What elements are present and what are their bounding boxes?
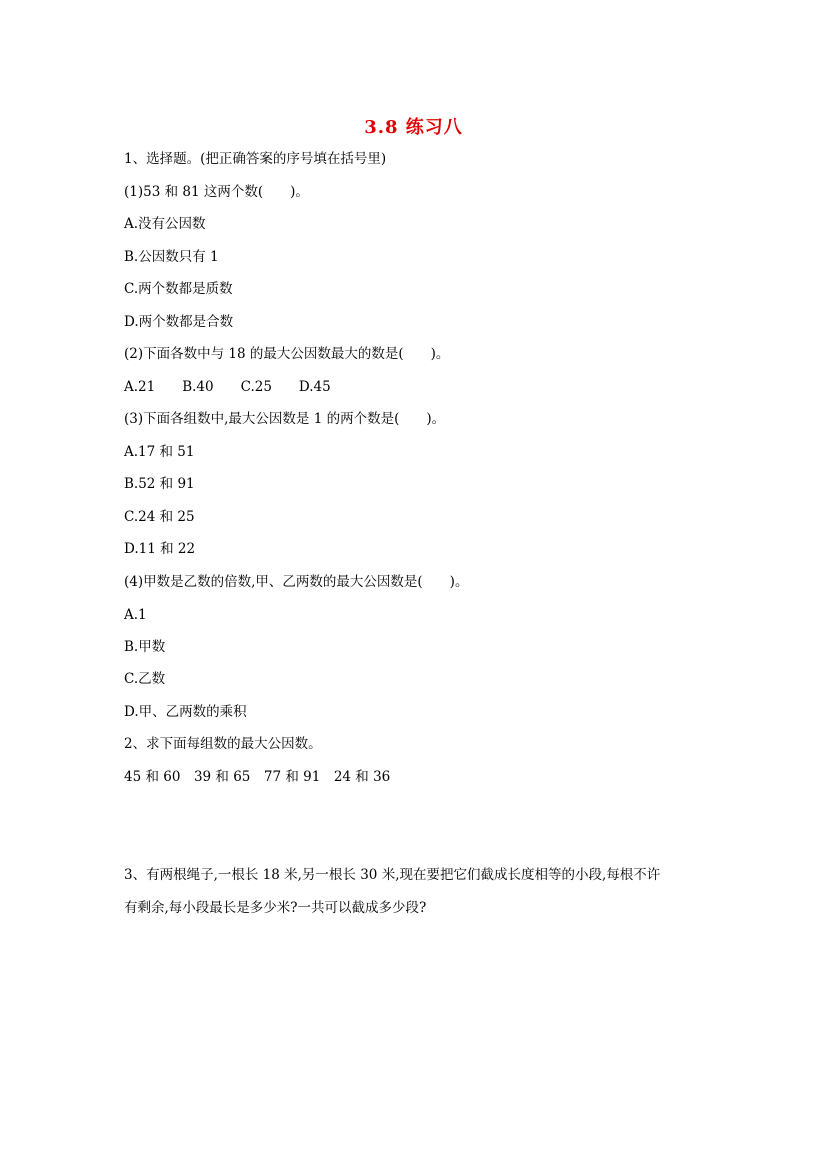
q1-3-stem: (3)下面各组数中,最大公因数是 1 的两个数是( )。 (124, 411, 446, 427)
document-title: 3.8 练习八 (364, 117, 463, 138)
q2-groups: 45 和 60 39 和 65 77 和 91 24 和 36 (124, 769, 391, 785)
q1-2-stem: (2)下面各数中与 18 的最大公因数最大的数是( )。 (124, 346, 450, 362)
q1-3-option-d: D.11 和 22 (124, 541, 196, 557)
q1-4-option-c: C.乙数 (124, 671, 166, 687)
q3-line-1: 3、有两根绳子,一根长 18 米,另一根长 30 米,现在要把它们截成长度相等的小段,每根不许 (124, 867, 661, 883)
q1-3-option-a: A.17 和 51 (124, 444, 195, 460)
q1-1-option-b: B.公因数只有 1 (124, 249, 219, 265)
q1-4-option-b: B.甲数 (124, 639, 166, 655)
q1-1-option-a: A.没有公因数 (124, 216, 206, 232)
q1-4-option-d: D.甲、乙两数的乘积 (124, 704, 247, 720)
q1-2-options: A.21 B.40 C.25 D.45 (124, 379, 331, 395)
q1-heading: 1、选择题。(把正确答案的序号填在括号里) (124, 151, 387, 167)
q1-1-option-c: C.两个数都是质数 (124, 281, 233, 297)
q2-heading: 2、求下面每组数的最大公因数。 (124, 736, 322, 752)
q3-line-2: 有剩余,每小段最长是多少米?一共可以截成多少段? (124, 900, 427, 916)
q1-3-option-c: C.24 和 25 (124, 509, 195, 525)
q1-4-option-a: A.1 (124, 607, 147, 623)
q1-1-stem: (1)53 和 81 这两个数( )。 (124, 184, 309, 200)
q1-3-option-b: B.52 和 91 (124, 476, 195, 492)
q1-1-option-d: D.两个数都是合数 (124, 314, 234, 330)
q1-4-stem: (4)甲数是乙数的倍数,甲、乙两数的最大公因数是( )。 (124, 574, 469, 590)
